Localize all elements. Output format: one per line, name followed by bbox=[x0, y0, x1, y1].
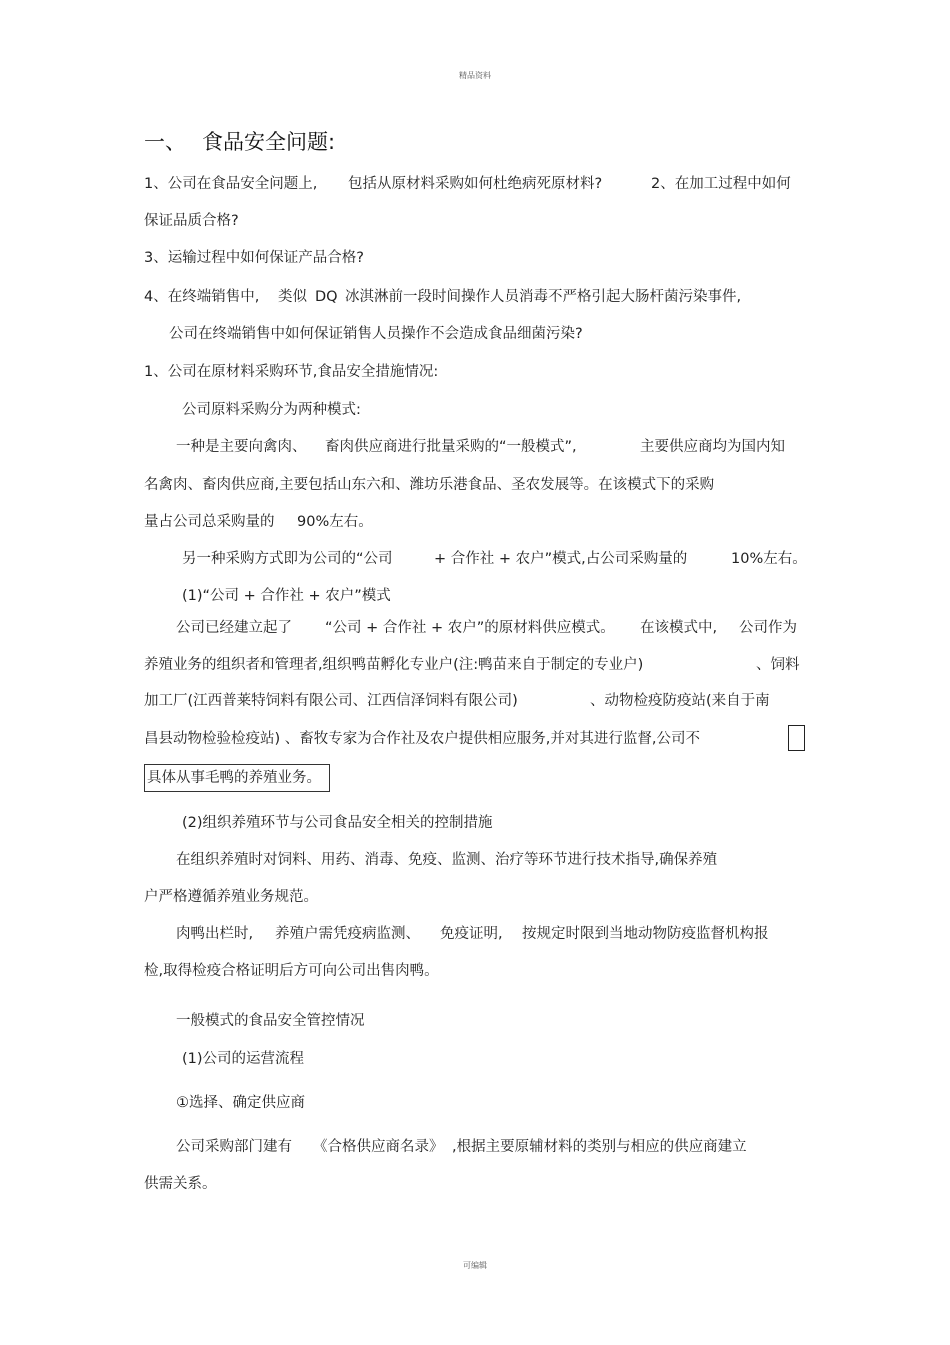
question-3: 3、运输过程中如何保证产品合格? bbox=[144, 250, 364, 266]
paragraph-line: 畜肉供应商进行批量采购的“一般模式”, bbox=[325, 439, 577, 455]
question-4-part-c: 冰淇淋前一段时间操作人员消毒不严格引起大肠杆菌污染事件, bbox=[345, 289, 742, 305]
square-marker bbox=[788, 725, 805, 751]
paragraph-line: 昌县动物检验检疫站) 、畜牧专家为合作社及农户提供相应服务,并对其进行监督,公司不 bbox=[144, 731, 700, 747]
question-2-part-b: 保证品质合格? bbox=[144, 213, 239, 229]
paragraph-line: 《合格供应商名录》 bbox=[313, 1139, 444, 1155]
paragraph-line: 名禽肉、畜肉供应商,主要包括山东六和、潍坊乐港食品、圣农发展等。在该模式下的采购 bbox=[144, 477, 715, 493]
paragraph-line: 养殖户需凭疫病监测、 bbox=[275, 926, 420, 942]
paragraph-line: 肉鸭出栏时, bbox=[176, 926, 254, 942]
question-4-part-a: 4、在终端销售中, bbox=[144, 289, 260, 305]
paragraph-line: + 合作社 + 农户”模式,占公司采购量的 bbox=[434, 551, 688, 567]
section-title: 食品安全问题: bbox=[202, 130, 336, 154]
paragraph-line: 公司作为 bbox=[739, 620, 797, 636]
question-1-part-a: 1、公司在食品安全问题上, bbox=[144, 176, 318, 192]
paragraph-line: 90%左右。 bbox=[297, 514, 373, 530]
paragraph-line: 供需关系。 bbox=[144, 1176, 217, 1192]
subheading: (1)“公司 + 合作社 + 农户”模式 bbox=[182, 588, 391, 604]
boxed-text: 具体从事毛鸭的养殖业务。 bbox=[144, 764, 330, 792]
paragraph-line: 养殖业务的组织者和管理者,组织鸭苗孵化专业户(注:鸭苗来自于制定的专业户) bbox=[144, 657, 644, 673]
answer-1-heading: 1、公司在原材料采购环节,食品安全措施情况: bbox=[144, 364, 439, 380]
paragraph-line: 公司采购部门建有 bbox=[176, 1139, 292, 1155]
page-footer: 可编辑 bbox=[463, 1261, 487, 1270]
subheading: (2)组织养殖环节与公司食品安全相关的控制措施 bbox=[182, 815, 493, 831]
question-4-part-b: 类似 bbox=[278, 289, 307, 305]
paragraph-line: 免疫证明, bbox=[440, 926, 503, 942]
question-1-part-b: 包括从原材料采购如何杜绝病死原材料? bbox=[348, 176, 603, 192]
page-header: 精品资料 bbox=[459, 71, 491, 80]
paragraph-line: 在该模式中, bbox=[640, 620, 718, 636]
section-number: 一、 bbox=[144, 130, 186, 154]
subheading: 一般模式的食品安全管控情况 bbox=[176, 1013, 365, 1029]
subheading: (1)公司的运营流程 bbox=[182, 1051, 305, 1067]
question-4-dq: DQ bbox=[315, 289, 338, 305]
paragraph-line: 按规定时限到当地动物防疫监督机构报 bbox=[522, 926, 769, 942]
paragraph-line: 量占公司总采购量的 bbox=[144, 514, 275, 530]
question-4-part-d: 公司在终端销售中如何保证销售人员操作不会造成食品细菌污染? bbox=[169, 326, 583, 342]
paragraph-line: 10%左右。 bbox=[731, 551, 807, 567]
paragraph-line: 户严格遵循养殖业务规范。 bbox=[144, 889, 318, 905]
paragraph-line: 在组织养殖时对饲料、用药、消毒、免疫、监测、治疗等环节进行技术指导,确保养殖 bbox=[176, 852, 718, 868]
paragraph-line: 公司已经建立起了 bbox=[176, 620, 292, 636]
paragraph-line: 、动物检疫防疫站(来自于南 bbox=[590, 693, 770, 709]
paragraph-line: 主要供应商均为国内知 bbox=[640, 439, 785, 455]
paragraph-line: ,根据主要原辅材料的类别与相应的供应商建立 bbox=[452, 1139, 747, 1155]
paragraph-line: 另一种采购方式即为公司的“公司 bbox=[182, 551, 393, 567]
question-2-part-a: 2、在加工过程中如何 bbox=[651, 176, 791, 192]
subheading: ①选择、确定供应商 bbox=[176, 1095, 305, 1111]
paragraph-line: 公司原料采购分为两种模式: bbox=[182, 402, 361, 418]
paragraph-line: 一种是主要向禽肉、 bbox=[176, 439, 307, 455]
paragraph-line: “公司 + 合作社 + 农户”的原材料供应模式。 bbox=[325, 620, 615, 636]
paragraph-line: 、饲料 bbox=[756, 657, 800, 673]
paragraph-line: 加工厂(江西普莱特饲料有限公司、江西信泽饲料有限公司) bbox=[144, 693, 518, 709]
paragraph-line: 检,取得检疫合格证明后方可向公司出售肉鸭。 bbox=[144, 963, 439, 979]
